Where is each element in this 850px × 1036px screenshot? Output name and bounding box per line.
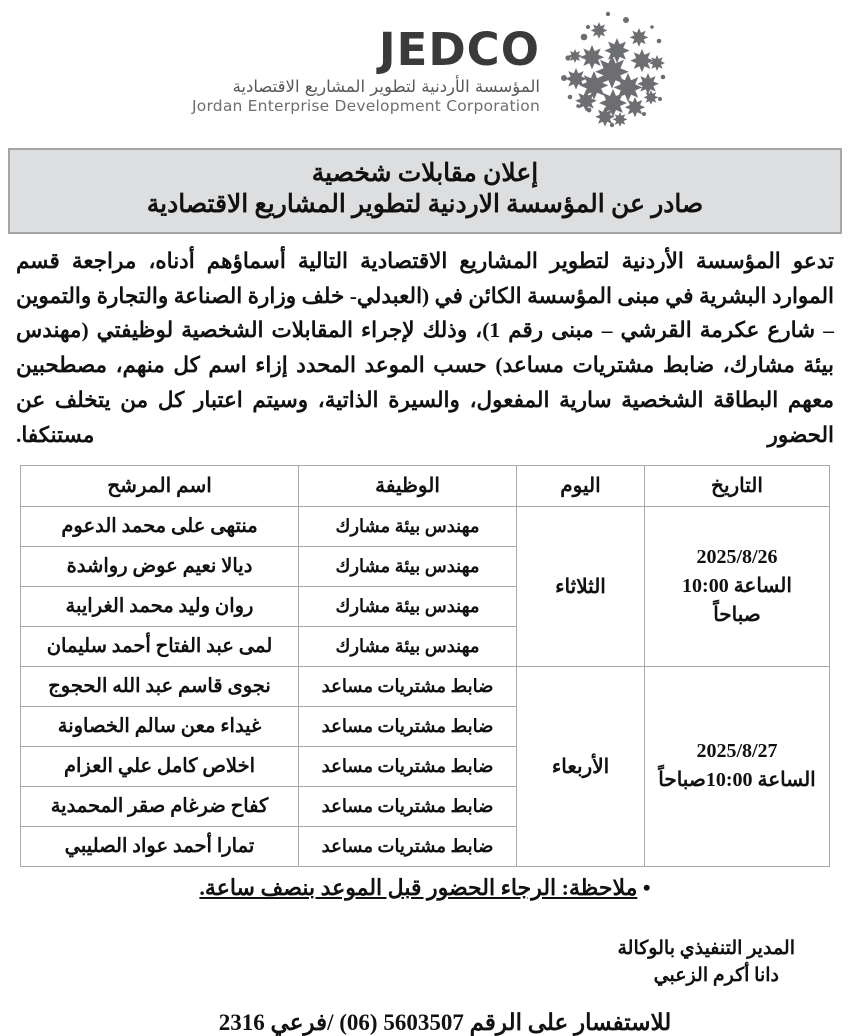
starburst-cluster-icon (556, 11, 668, 129)
page-title: إعلان مقابلات شخصية (311, 160, 539, 187)
position-cell: مهندس بيئة مشارك (299, 506, 517, 546)
date-line-1: 2025/8/27 (696, 740, 778, 763)
candidate-cell: كفاح ضرغام صقر المحمدية (21, 786, 299, 826)
position-cell: مهندس بيئة مشارك (299, 626, 517, 666)
position-cell: ضابط مشتريات مساعد (299, 666, 517, 706)
candidate-cell: غيداء معن سالم الخصاونة (21, 706, 299, 746)
date-line-2: الساعة 10:00 (682, 574, 792, 597)
candidate-cell: تمارا أحمد عواد الصليبي (21, 826, 299, 866)
table-header (21, 465, 830, 506)
date-line-3: صباحاً (713, 603, 761, 626)
note-line (20, 873, 830, 901)
candidate-cell: ديالا نعيم عوض رواشدة (21, 546, 299, 586)
logo-wrapper (192, 11, 668, 129)
page-subtitle: صادر عن المؤسسة الاردنية لتطوير المشاريع الاقتصادية (146, 191, 704, 219)
candidate-cell: منتهى على محمد الدعوم (21, 506, 299, 546)
candidate-cell: روان وليد محمد الغرايبة (21, 586, 299, 626)
signature-title: المدير التنفيذي بالوكالة (617, 937, 795, 959)
logo-text-block (192, 22, 540, 116)
date-line-2: الساعة 10:00صباحاً (658, 769, 816, 792)
date-cell-group-0 (645, 506, 830, 666)
table-body (21, 506, 830, 866)
position-cell: ضابط مشتريات مساعد (299, 826, 517, 866)
position-cell: ضابط مشتريات مساعد (299, 786, 517, 826)
candidate-cell: لمى عبد الفتاح أحمد سليمان (21, 626, 299, 666)
day-cell-group-0: الثلاثاء (517, 506, 645, 666)
column-header-position: الوظيفة (299, 465, 517, 506)
column-header-date: التاريخ (645, 465, 830, 506)
table-row (21, 506, 830, 546)
signature-name: دانا أكرم الزعبي (653, 965, 779, 987)
interview-schedule-table (20, 465, 830, 867)
announcement-body-text: تدعو المؤسسة الأردنية لتطوير المشاريع الاقتصادية التالية أسماؤهم أدناه، مراجعة قسم الموارد البشرية في مبنى المؤسسة الكائن في (العبدلي- خلف وزارة الصناعة والتجارة والتموين – شارع عكرمة القرشي – مبنى رقم 1)، وذلك لإجراء المقابلات الشخصية لوظيفتي (مهندس بيئة مشارك، ضابط مشتريات مساعد) حسب الموعد المحدد إزاء اسم كل منهم، مصطحبين معهم البطاقة الشخصية سارية المفعول، والسيرة الذاتية، وسيتم اعتبار كل من يتخلف عن الحضور مستنكفا. (16, 248, 834, 447)
candidate-cell: اخلاص كامل علي العزام (21, 746, 299, 786)
logo-english-name: Jordan Enterprise Development Corporation (192, 97, 540, 116)
contact-line: للاستفسار على الرقم 5603507 (06) /فرعي 2316 (218, 1009, 672, 1035)
position-cell: مهندس بيئة مشارك (299, 586, 517, 626)
date-line-1: 2025/8/26 (696, 545, 778, 568)
position-cell: ضابط مشتريات مساعد (299, 746, 517, 786)
position-cell: مهندس بيئة مشارك (299, 546, 517, 586)
column-header-candidate: اسم المرشح (21, 465, 299, 506)
schedule-table-wrapper (0, 459, 850, 867)
note-bullet: • (642, 874, 651, 900)
date-cell-group-1 (645, 666, 830, 866)
column-header-day: اليوم (517, 465, 645, 506)
logo-brand-text: JEDCO (378, 22, 540, 76)
logo-header (0, 0, 850, 140)
table-header-row (21, 465, 830, 506)
day-cell-group-1: الأربعاء (517, 666, 645, 866)
logo-arabic-name: المؤسسة الأردنية لتطوير المشاريع الاقتصادية (232, 76, 540, 96)
note-text: ملاحظة: الرجاء الحضور قبل الموعد بنصف ساعة. (199, 874, 638, 900)
table-row (21, 666, 830, 706)
position-cell: ضابط مشتريات مساعد (299, 706, 517, 746)
announcement-title-box (8, 148, 842, 234)
candidate-cell: نجوى قاسم عبد الله الحجوج (21, 666, 299, 706)
signature-block (495, 935, 850, 990)
